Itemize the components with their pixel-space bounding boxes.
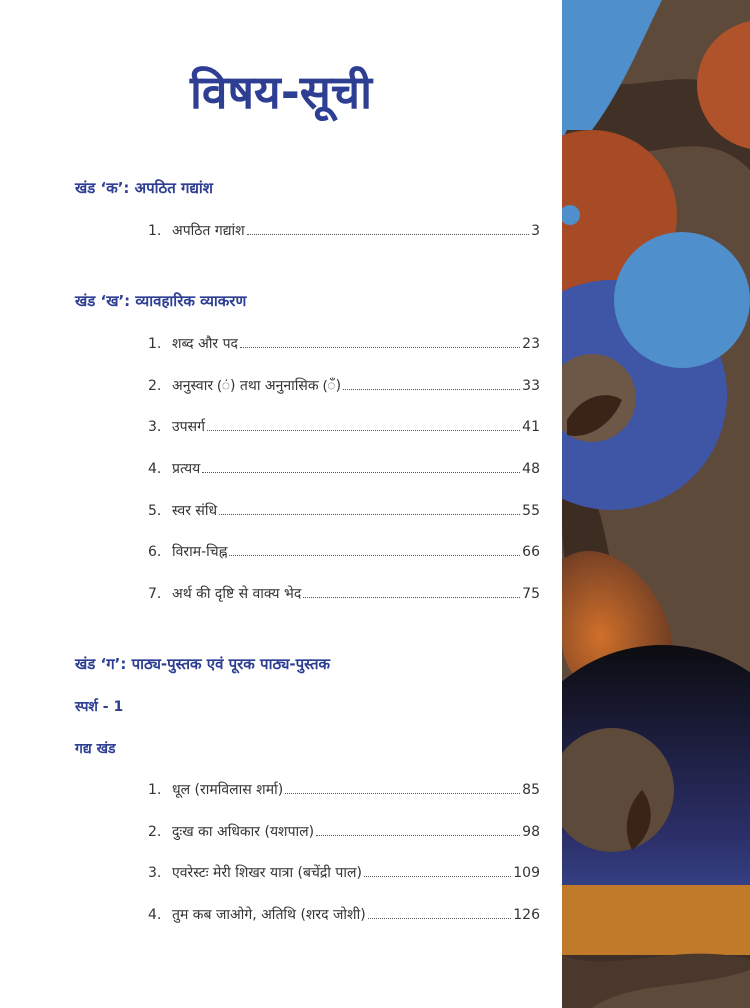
- entry-title: शब्द और पद: [172, 336, 238, 352]
- entry-title: दुःख का अधिकार (यशपाल): [172, 824, 315, 840]
- page-title: विषय-सूची: [189, 65, 373, 119]
- dot-leader: [229, 555, 520, 556]
- entry-number: 4.: [148, 461, 162, 477]
- toc-entry[interactable]: [148, 376, 540, 395]
- dot-leader: [207, 430, 520, 431]
- entry-page: 126: [513, 907, 540, 923]
- toc-entry[interactable]: [148, 459, 540, 478]
- entry-title: धूल (रामविलास शर्मा): [172, 782, 284, 798]
- dot-leader: [303, 597, 520, 598]
- dot-leader: [368, 918, 512, 919]
- section-heading-a: खंड ‘क’: अपठित गद्यांश: [75, 179, 213, 197]
- entry-title: विराम-चिह्न: [172, 544, 228, 560]
- entry-title: अर्थ की दृष्टि से वाक्य भेद: [172, 586, 302, 602]
- entry-title: उपसर्ग: [172, 419, 205, 435]
- toc-entry[interactable]: [148, 501, 540, 520]
- entry-number: 5.: [148, 503, 162, 519]
- entry-title: स्वर संधि: [172, 503, 218, 519]
- entry-number: 4.: [148, 907, 162, 923]
- section-heading-c: खंड ‘ग’: पाठ्य-पुस्तक एवं पूरक पाठ्य-पुस्तक: [75, 655, 331, 673]
- toc-entry[interactable]: [148, 542, 540, 561]
- entry-page: 48: [522, 461, 540, 477]
- toc-entry[interactable]: [148, 221, 540, 240]
- entry-title: प्रत्यय: [172, 461, 201, 477]
- toc-entry[interactable]: [148, 334, 540, 353]
- toc-entry[interactable]: [148, 822, 540, 841]
- toc-entry[interactable]: [148, 780, 540, 799]
- entry-title: एवरेस्टः मेरी शिखर यात्रा (बचेंद्री पाल): [172, 865, 362, 881]
- entry-page: 98: [522, 824, 540, 840]
- entry-number: 1.: [148, 782, 162, 798]
- entry-number: 3.: [148, 419, 162, 435]
- dot-leader: [247, 234, 529, 235]
- dot-leader: [219, 514, 520, 515]
- abstract-pattern-art: [562, 0, 750, 1008]
- entry-page: 41: [522, 419, 540, 435]
- entry-number: 6.: [148, 544, 162, 560]
- entry-number: 1.: [148, 336, 162, 352]
- entry-title: अपठित गद्यांश: [172, 223, 245, 239]
- sub-sub-heading: गद्य खंड: [75, 741, 116, 757]
- entry-title: अनुस्वार (ं) तथा अनुनासिक (ँ): [172, 378, 342, 394]
- entry-page: 85: [522, 782, 540, 798]
- entry-page: 109: [513, 865, 540, 881]
- dot-leader: [316, 835, 520, 836]
- dot-leader: [240, 347, 520, 348]
- entry-page: 66: [522, 544, 540, 560]
- toc-entry[interactable]: [148, 417, 540, 436]
- dot-leader: [202, 472, 520, 473]
- entry-page: 33: [522, 378, 540, 394]
- dot-leader: [285, 793, 520, 794]
- dot-leader: [343, 389, 520, 390]
- entry-number: 2.: [148, 824, 162, 840]
- toc-entry[interactable]: [148, 863, 540, 882]
- decorative-art-panel: [562, 0, 750, 1008]
- entry-page: 75: [522, 586, 540, 602]
- entry-page: 3: [531, 223, 540, 239]
- entry-page: 23: [522, 336, 540, 352]
- toc-entry[interactable]: [148, 584, 540, 603]
- sub-heading: स्पर्श - 1: [75, 699, 124, 715]
- entry-number: 1.: [148, 223, 162, 239]
- entry-number: 3.: [148, 865, 162, 881]
- toc-entry[interactable]: [148, 905, 540, 924]
- dot-leader: [364, 876, 511, 877]
- entry-page: 55: [522, 503, 540, 519]
- entry-number: 7.: [148, 586, 162, 602]
- entry-number: 2.: [148, 378, 162, 394]
- entry-title: तुम कब जाओगे, अतिथि (शरद जोशी): [172, 907, 366, 923]
- section-heading-b: खंड ‘ख’: व्यावहारिक व्याकरण: [75, 292, 247, 310]
